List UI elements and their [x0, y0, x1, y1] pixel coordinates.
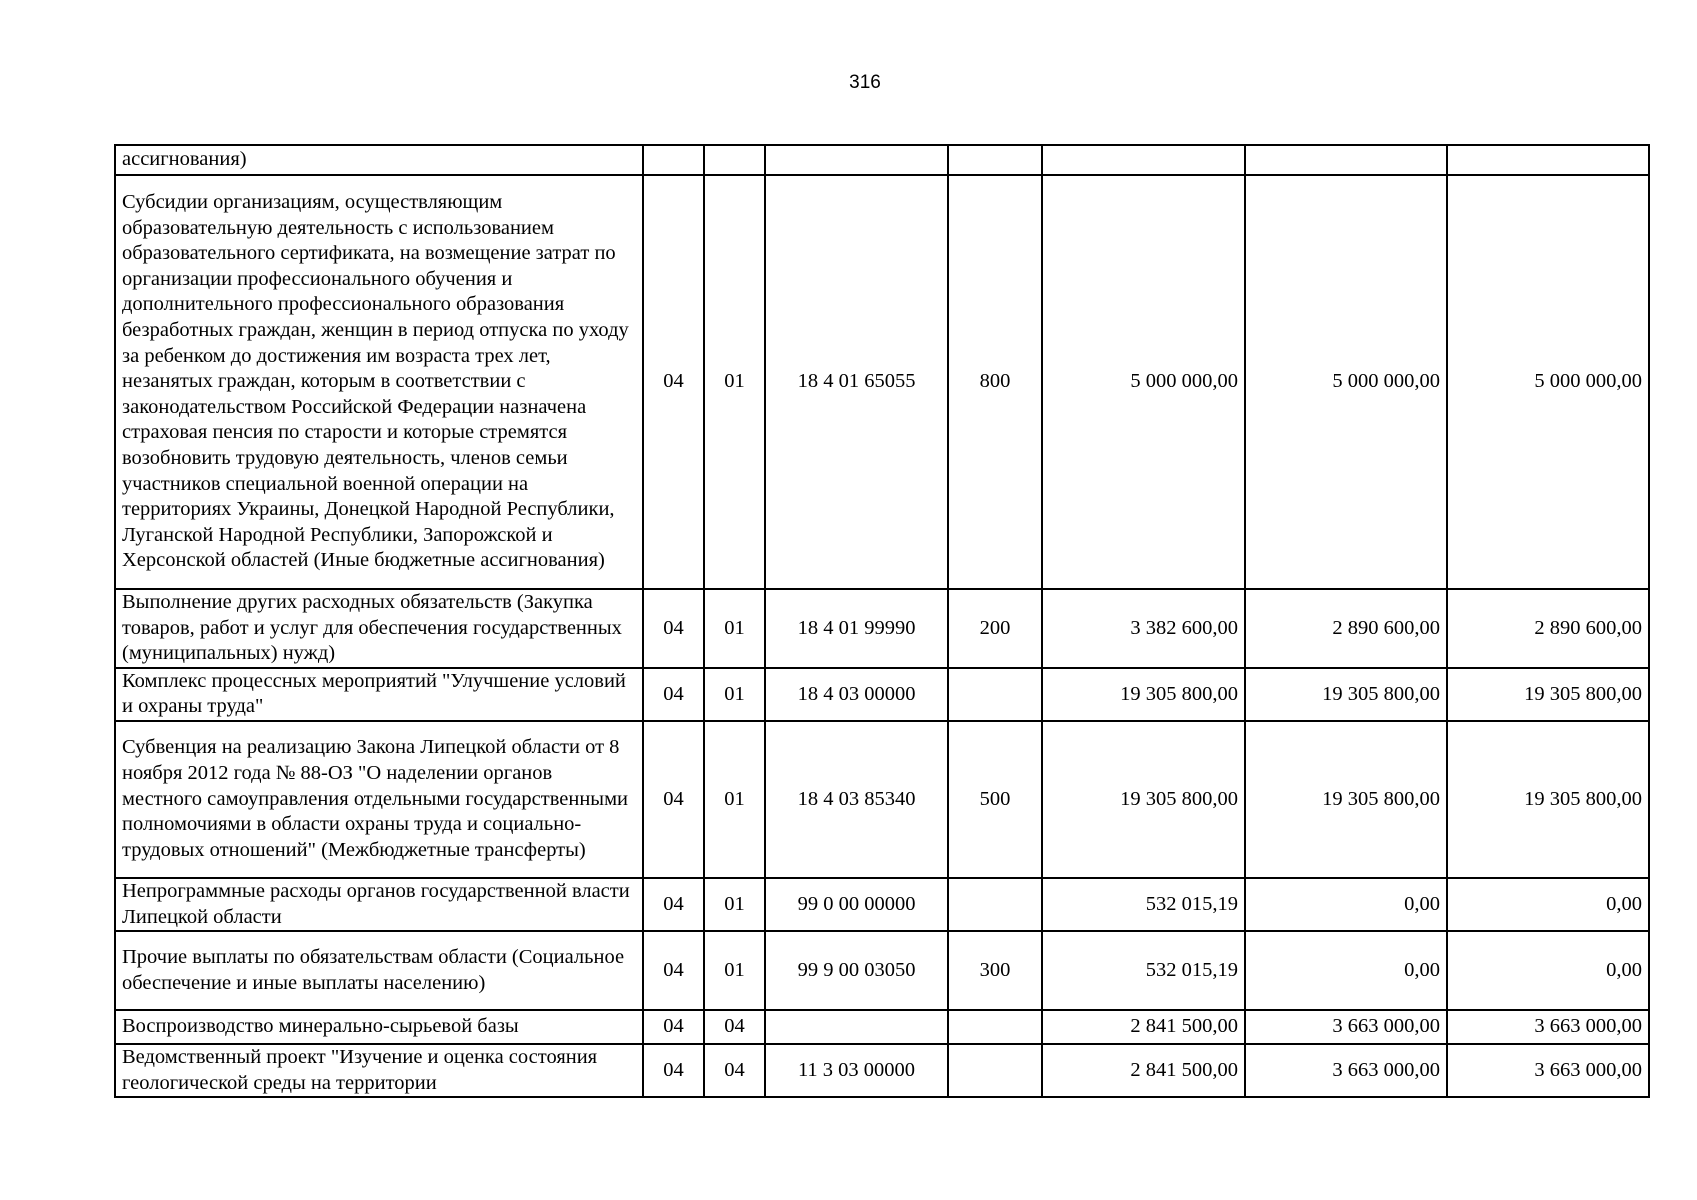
section-code: 04 [643, 175, 704, 589]
amount-year-1: 532 015,19 [1042, 878, 1245, 931]
table-row [115, 145, 1649, 175]
amount-year-2: 0,00 [1245, 931, 1447, 1010]
table-row [115, 175, 1649, 589]
row-name: Комплекс процессных мероприятий "Улучшение условий и охраны труда" [115, 668, 643, 721]
section-code: 04 [643, 1010, 704, 1044]
row-name: Субсидии организациям, осуществляющим образовательную деятельность с использованием образовательного сертификата, на возмещение затрат по организации профессионального обучения и дополнительного профессионального образования безработных граждан, женщин в период отпуска по уходу за ребенком до достижения им возраста трех лет, незанятых граждан, которым в соответствии с законодательством Российской Федерации назначена страховая пенсия по старости и которые стремятся возобновить трудовую деятельность, членов семьи участников специальной военной операции на территориях Украины, Донецкой Народной Республики, Луганской Народной Республики, Запорожской и Херсонской областей (Иные бюджетные ассигнования) [115, 175, 643, 589]
table-row [115, 878, 1649, 931]
amount-year-2: 19 305 800,00 [1245, 668, 1447, 721]
subsection-code: 01 [704, 668, 765, 721]
section-code: 04 [643, 1044, 704, 1097]
amount-year-3: 3 663 000,00 [1447, 1044, 1649, 1097]
subsection-code: 01 [704, 175, 765, 589]
subsection-code: 01 [704, 878, 765, 931]
expense-type-code: 500 [948, 721, 1042, 878]
amount-year-1: 3 382 600,00 [1042, 589, 1245, 668]
amount-year-1: 2 841 500,00 [1042, 1044, 1245, 1097]
amount-year-2: 5 000 000,00 [1245, 175, 1447, 589]
amount-year-3: 3 663 000,00 [1447, 1010, 1649, 1044]
amount-year-3: 19 305 800,00 [1447, 668, 1649, 721]
amount-year-1: 5 000 000,00 [1042, 175, 1245, 589]
section-code: 04 [643, 721, 704, 878]
target-article-code [765, 145, 948, 175]
expense-type-code [948, 668, 1042, 721]
section-code: 04 [643, 589, 704, 668]
amount-year-3 [1447, 145, 1649, 175]
amount-year-2: 3 663 000,00 [1245, 1010, 1447, 1044]
row-name: Воспроизводство минерально-сырьевой базы [115, 1010, 643, 1044]
row-name: Непрограммные расходы органов государственной власти Липецкой области [115, 878, 643, 931]
target-article-code: 18 4 01 65055 [765, 175, 948, 589]
row-name: Прочие выплаты по обязательствам области (Социальное обеспечение и иные выплаты населению) [115, 931, 643, 1010]
subsection-code: 01 [704, 931, 765, 1010]
expense-type-code [948, 1010, 1042, 1044]
amount-year-2: 0,00 [1245, 878, 1447, 931]
expense-type-code: 800 [948, 175, 1042, 589]
target-article-code: 18 4 01 99990 [765, 589, 948, 668]
amount-year-3: 5 000 000,00 [1447, 175, 1649, 589]
target-article-code: 18 4 03 00000 [765, 668, 948, 721]
expense-type-code [948, 878, 1042, 931]
expense-type-code: 200 [948, 589, 1042, 668]
amount-year-1: 2 841 500,00 [1042, 1010, 1245, 1044]
expense-type-code: 300 [948, 931, 1042, 1010]
amount-year-3: 19 305 800,00 [1447, 721, 1649, 878]
table-row [115, 721, 1649, 878]
row-name: ассигнования) [115, 145, 643, 175]
target-article-code: 99 9 00 03050 [765, 931, 948, 1010]
subsection-code: 04 [704, 1044, 765, 1097]
target-article-code [765, 1010, 948, 1044]
target-article-code: 18 4 03 85340 [765, 721, 948, 878]
section-code [643, 145, 704, 175]
table-row [115, 1044, 1649, 1097]
target-article-code: 99 0 00 00000 [765, 878, 948, 931]
row-name: Ведомственный проект "Изучение и оценка состояния геологической среды на территории [115, 1044, 643, 1097]
subsection-code [704, 145, 765, 175]
amount-year-2: 19 305 800,00 [1245, 721, 1447, 878]
amount-year-2: 3 663 000,00 [1245, 1044, 1447, 1097]
amount-year-3: 2 890 600,00 [1447, 589, 1649, 668]
table-row [115, 931, 1649, 1010]
subsection-code: 01 [704, 589, 765, 668]
subsection-code: 04 [704, 1010, 765, 1044]
amount-year-1: 19 305 800,00 [1042, 721, 1245, 878]
section-code: 04 [643, 668, 704, 721]
target-article-code: 11 3 03 00000 [765, 1044, 948, 1097]
amount-year-1: 19 305 800,00 [1042, 668, 1245, 721]
row-name: Субвенция на реализацию Закона Липецкой области от 8 ноября 2012 года № 88-ОЗ "О наделении органов местного самоуправления отдельными государственными полномочиями в области охраны труда и социально-трудовых отношений" (Межбюджетные трансферты) [115, 721, 643, 878]
budget-table [114, 144, 1650, 1098]
amount-year-2: 2 890 600,00 [1245, 589, 1447, 668]
amount-year-3: 0,00 [1447, 931, 1649, 1010]
section-code: 04 [643, 931, 704, 1010]
amount-year-1: 532 015,19 [1042, 931, 1245, 1010]
amount-year-2 [1245, 145, 1447, 175]
table-row [115, 589, 1649, 668]
table-row [115, 1010, 1649, 1044]
page-number: 316 [849, 72, 881, 93]
expense-type-code [948, 1044, 1042, 1097]
amount-year-3: 0,00 [1447, 878, 1649, 931]
row-name: Выполнение других расходных обязательств (Закупка товаров, работ и услуг для обеспечения государственных (муниципальных) нужд) [115, 589, 643, 668]
amount-year-1 [1042, 145, 1245, 175]
expense-type-code [948, 145, 1042, 175]
table-row [115, 668, 1649, 721]
section-code: 04 [643, 878, 704, 931]
subsection-code: 01 [704, 721, 765, 878]
